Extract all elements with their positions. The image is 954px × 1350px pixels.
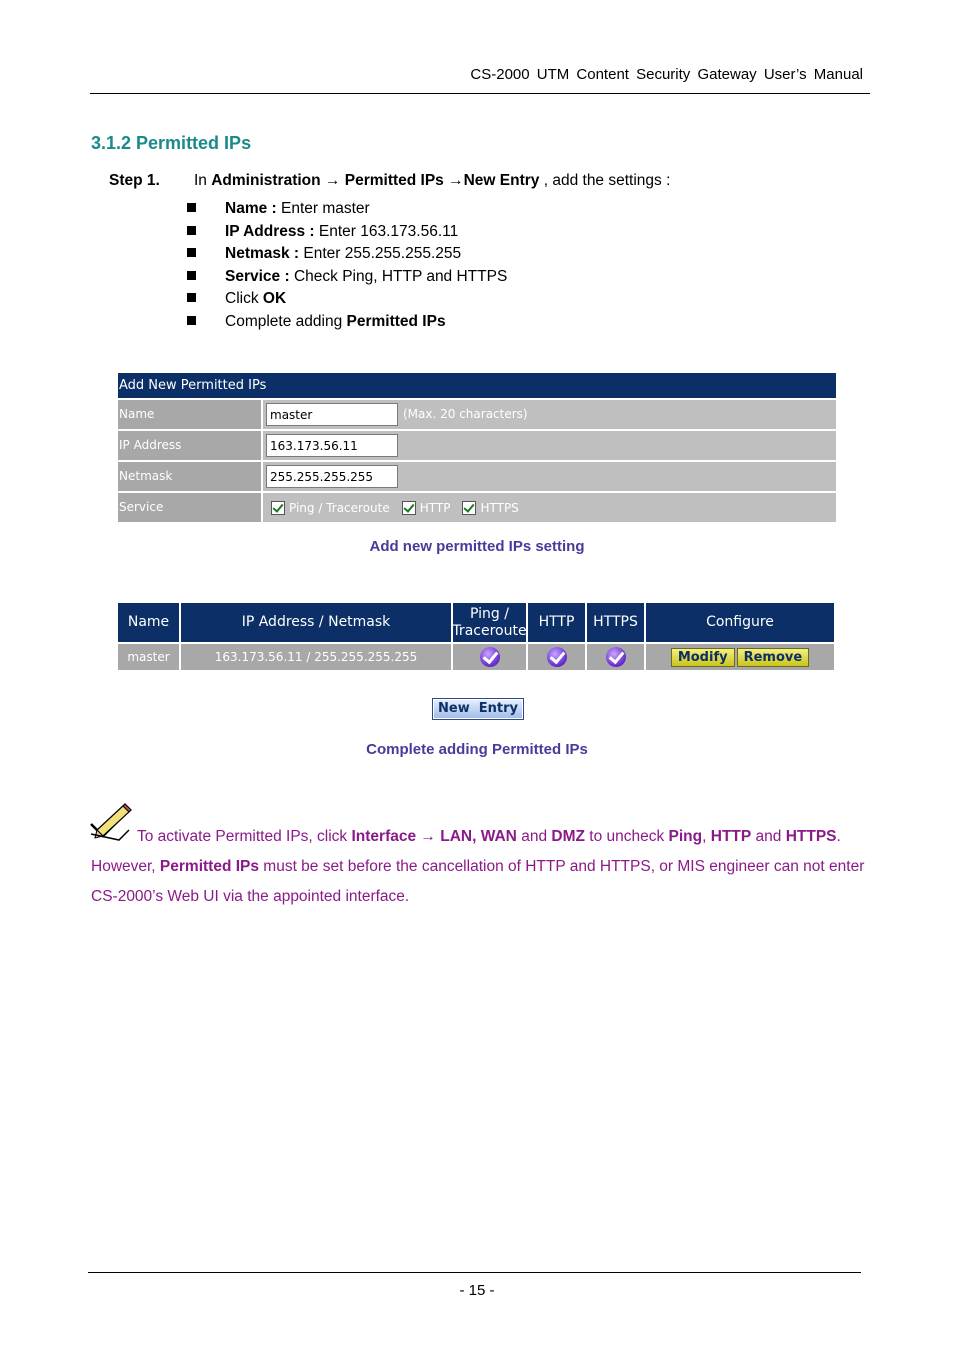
- cell-name: master: [118, 644, 179, 670]
- note-paragraph: To activate Permitted IPs, click Interface → LAN, WAN and DMZ to uncheck Ping, HTTP and HTTPS. However, Permitted IPs must be set before the cancellation of HTTP and HTTPS, or MIS engineer can not enter CS-2000’s Web UI via the appointed interface.: [91, 828, 865, 905]
- new-entry-button[interactable]: New Entry: [432, 698, 524, 720]
- form-row-ip: [118, 431, 836, 460]
- col-configure: Configure: [646, 603, 834, 642]
- remove-button[interactable]: Remove: [737, 648, 810, 667]
- checkbox-checked-icon: [462, 501, 476, 515]
- enabled-check-icon: [547, 647, 567, 667]
- step-path-new-entry: New Entry: [463, 172, 540, 189]
- checkbox-checked-icon: [271, 501, 285, 515]
- permitted-ips-table: [118, 603, 836, 670]
- col-http: HTTP: [528, 603, 585, 642]
- page-header: CS-2000 UTM Content Security Gateway User’s Manual: [470, 66, 863, 83]
- form-row-service: [118, 493, 836, 522]
- page-number: - 15 -: [459, 1282, 495, 1299]
- step-line: [109, 172, 670, 190]
- bullet-icon: [187, 271, 196, 280]
- table-header-row: [118, 603, 836, 642]
- form-row-name: [118, 400, 836, 429]
- col-name: Name: [118, 603, 179, 642]
- settings-list: [187, 199, 507, 335]
- list-item: Complete adding Permitted IPs: [187, 312, 507, 335]
- netmask-label: Netmask: [118, 462, 261, 491]
- name-label: Name: [118, 400, 261, 429]
- footer-rule: [88, 1272, 861, 1273]
- ip-address-input[interactable]: [266, 434, 398, 457]
- name-input[interactable]: [266, 403, 398, 426]
- modify-button[interactable]: Modify: [671, 648, 735, 667]
- http-checkbox[interactable]: HTTP: [402, 501, 451, 515]
- cell-ip-netmask: 163.173.56.11 / 255.255.255.255: [181, 644, 451, 670]
- figure-caption-complete: Complete adding Permitted IPs: [366, 741, 588, 758]
- checkbox-checked-icon: [402, 501, 416, 515]
- step-path-administration: Administration: [211, 172, 321, 189]
- ping-checkbox[interactable]: Ping / Traceroute: [271, 501, 390, 515]
- col-ip-netmask: IP Address / Netmask: [181, 603, 451, 642]
- list-item: Name : Enter master: [187, 199, 507, 222]
- bullet-icon: [187, 248, 196, 257]
- arrow-icon: →: [320, 172, 345, 189]
- https-checkbox[interactable]: HTTPS: [462, 501, 518, 515]
- table-row: [118, 644, 836, 670]
- step-path-permitted-ips: Permitted IPs: [344, 172, 444, 189]
- step-label: Step 1.: [109, 172, 160, 189]
- list-item: Netmask : Enter 255.255.255.255: [187, 244, 507, 267]
- col-https: HTTPS: [587, 603, 644, 642]
- enabled-check-icon: [606, 647, 626, 667]
- enabled-check-icon: [480, 647, 500, 667]
- step-tail: , add the settings :: [539, 172, 671, 189]
- bullet-icon: [187, 316, 196, 325]
- list-item: IP Address : Enter 163.173.56.11: [187, 222, 507, 245]
- netmask-input[interactable]: [266, 465, 398, 488]
- name-hint: (Max. 20 characters): [403, 407, 528, 421]
- bullet-icon: [187, 293, 196, 302]
- add-permitted-ip-form: [118, 373, 836, 522]
- list-item: Click OK: [187, 289, 507, 312]
- bullet-icon: [187, 203, 196, 212]
- form-title: Add New Permitted IPs: [118, 373, 836, 398]
- list-item: Service : Check Ping, HTTP and HTTPS: [187, 267, 507, 290]
- col-ping-traceroute: Ping / Traceroute: [453, 603, 526, 642]
- step-in: In: [194, 172, 212, 189]
- figure-caption-add: Add new permitted IPs setting: [369, 538, 585, 555]
- service-label: Service: [118, 493, 261, 522]
- arrow-icon: →: [416, 828, 441, 845]
- form-row-netmask: [118, 462, 836, 491]
- bullet-icon: [187, 226, 196, 235]
- header-rule: [90, 93, 870, 94]
- ip-address-label: IP Address: [118, 431, 261, 460]
- arrow-icon: →: [443, 172, 464, 189]
- section-title: 3.1.2 Permitted IPs: [91, 133, 252, 153]
